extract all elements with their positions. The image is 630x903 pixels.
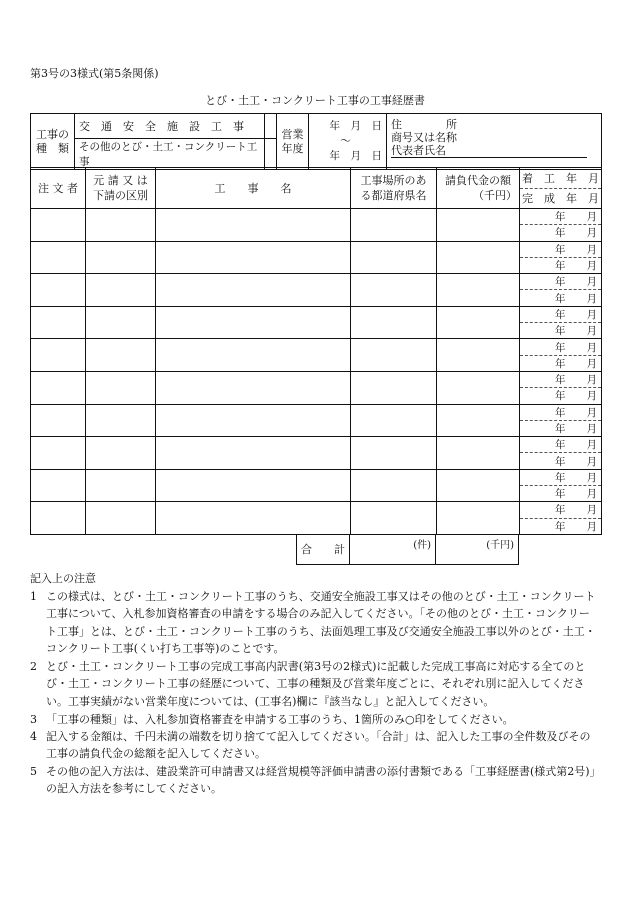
address-label: 住 所	[391, 118, 457, 131]
work-name-cell[interactable]	[156, 209, 351, 242]
note-4: 4 記入する金額は、千円未満の端数を切り捨てて記入してください。「合計」は、記入した工事の全件数及びその工事の請負代金の総額を記入してください。	[30, 730, 591, 761]
total-amount[interactable]: (千円)	[436, 534, 519, 565]
page-title: とび・土工・コンクリート工事の工事経歴書	[205, 94, 425, 107]
start-date-cell[interactable]: 年 月	[520, 437, 602, 453]
work-name-cell[interactable]	[156, 306, 351, 339]
note-2: 2 とび・土工・コンクリート工事の完成工事高内訳書(第3号の2様式)に記載した完成工事高に対応する全てのとび・土工・コンクリート工事の経歴について、工事の種類及び営業年度ごとに、それぞれ別に記入してください。工事実績がない営業年度については、(工事名)欄に『該当なし』と記入してください。	[30, 660, 586, 708]
table-row	[31, 469, 602, 485]
contract-type-cell[interactable]	[86, 437, 156, 470]
work-kind-label: 工事の 種 類	[31, 114, 75, 170]
contract-type-cell[interactable]	[86, 306, 156, 339]
work-name-cell[interactable]	[156, 339, 351, 372]
client-cell[interactable]	[31, 306, 86, 339]
note-5: 5 その他の記入方法は、建設業許可申請書又は経営規模等評価申請書の添付書類である「工事経歴書(様式第2号)」の記入方法を参考にしてください。	[30, 765, 596, 796]
contract-type-cell[interactable]	[86, 241, 156, 274]
location-cell[interactable]	[351, 404, 437, 437]
location-cell[interactable]	[351, 339, 437, 372]
col-location: 工事場所のあ る都道府県名	[351, 168, 437, 209]
start-date-cell[interactable]: 年 月	[520, 274, 602, 290]
amount-cell[interactable]	[437, 371, 520, 404]
contract-type-cell[interactable]	[86, 404, 156, 437]
header-table	[30, 113, 602, 170]
total-count[interactable]: (件)	[350, 534, 436, 565]
total-table	[296, 534, 519, 565]
client-cell[interactable]	[31, 404, 86, 437]
contract-type-cell[interactable]	[86, 502, 156, 535]
client-cell[interactable]	[31, 274, 86, 307]
col-work-name: 工 事 名	[156, 168, 351, 209]
work-name-cell[interactable]	[156, 274, 351, 307]
work-history-table	[30, 167, 602, 535]
table-row	[31, 371, 602, 387]
table-row	[31, 404, 602, 420]
form-label: 第3号の3様式(第5条関係)	[30, 67, 159, 80]
finish-date-cell[interactable]: 年 月	[520, 518, 602, 534]
table-row	[31, 437, 602, 453]
finish-date-cell[interactable]: 年 月	[520, 323, 602, 339]
work-name-cell[interactable]	[156, 469, 351, 502]
kind-option-other[interactable]: その他のとび・土工・コンクリート工事	[75, 139, 265, 170]
amount-cell[interactable]	[437, 306, 520, 339]
location-cell[interactable]	[351, 371, 437, 404]
location-cell[interactable]	[351, 274, 437, 307]
company-block	[387, 114, 602, 170]
location-cell[interactable]	[351, 241, 437, 274]
work-name-cell[interactable]	[156, 502, 351, 535]
representative-label: 代表者氏名	[391, 144, 587, 158]
kind-mark-traffic[interactable]	[265, 114, 277, 139]
contract-type-cell[interactable]	[86, 469, 156, 502]
finish-date-cell[interactable]: 年 月	[520, 225, 602, 241]
kind-mark-other[interactable]	[265, 139, 277, 170]
trade-name-label: 商号又は名称	[391, 131, 457, 144]
col-amount: 請負代金の額 （千円）	[437, 168, 520, 209]
contract-type-cell[interactable]	[86, 339, 156, 372]
note-3: 3 「工事の種類」は、入札参加資格審査を申請する工事のうち、1箇所のみ○印をしてください。	[30, 713, 514, 726]
col-start: 着 工 年 月	[520, 168, 602, 189]
client-cell[interactable]	[31, 371, 86, 404]
amount-cell[interactable]	[437, 404, 520, 437]
table-row	[31, 241, 602, 257]
client-cell[interactable]	[31, 502, 86, 535]
client-cell[interactable]	[31, 241, 86, 274]
start-date-cell[interactable]: 年 月	[520, 404, 602, 420]
amount-cell[interactable]	[437, 241, 520, 274]
amount-cell[interactable]	[437, 502, 520, 535]
col-client: 注 文 者	[31, 168, 86, 209]
amount-cell[interactable]	[437, 437, 520, 470]
location-cell[interactable]	[351, 209, 437, 242]
client-cell[interactable]	[31, 469, 86, 502]
table-row	[31, 339, 602, 355]
amount-cell[interactable]	[437, 469, 520, 502]
contract-type-cell[interactable]	[86, 209, 156, 242]
col-finish: 完 成 年 月	[520, 188, 602, 209]
client-cell[interactable]	[31, 437, 86, 470]
start-date-cell[interactable]: 年 月	[520, 502, 602, 518]
table-row	[31, 306, 602, 322]
client-cell[interactable]	[31, 209, 86, 242]
location-cell[interactable]	[351, 469, 437, 502]
col-contract-type: 元 請 又 は 下請の区別	[86, 168, 156, 209]
start-date-cell[interactable]: 年 月	[520, 371, 602, 387]
client-cell[interactable]	[31, 339, 86, 372]
contract-type-cell[interactable]	[86, 274, 156, 307]
start-date-cell[interactable]: 年 月	[520, 469, 602, 485]
finish-date-cell[interactable]: 年 月	[520, 355, 602, 371]
table-row	[31, 274, 602, 290]
finish-date-cell[interactable]: 年 月	[520, 453, 602, 469]
amount-cell[interactable]	[437, 339, 520, 372]
business-year-label: 営業 年度	[277, 114, 309, 170]
table-row	[31, 502, 602, 518]
location-cell[interactable]	[351, 502, 437, 535]
work-name-cell[interactable]	[156, 437, 351, 470]
total-label: 合 計	[297, 534, 350, 565]
work-name-cell[interactable]	[156, 404, 351, 437]
start-date-cell[interactable]: 年 月	[520, 339, 602, 355]
finish-date-cell[interactable]: 年 月	[520, 388, 602, 404]
notes-title: 記入上の注意	[30, 572, 96, 585]
finish-date-cell[interactable]: 年 月	[520, 257, 602, 273]
finish-date-cell[interactable]: 年 月	[520, 486, 602, 502]
start-date-cell[interactable]: 年 月	[520, 241, 602, 257]
table-row	[31, 209, 602, 225]
finish-date-cell[interactable]: 年 月	[520, 420, 602, 436]
contract-type-cell[interactable]	[86, 371, 156, 404]
start-date-cell[interactable]: 年 月	[520, 209, 602, 225]
amount-cell[interactable]	[437, 209, 520, 242]
amount-cell[interactable]	[437, 274, 520, 307]
finish-date-cell[interactable]: 年 月	[520, 290, 602, 306]
kind-option-traffic[interactable]: 交 通 安 全 施 設 工 事	[75, 114, 265, 139]
start-date-cell[interactable]: 年 月	[520, 306, 602, 322]
business-period[interactable]: 年 月 日 〜 年 月 日	[309, 114, 387, 170]
location-cell[interactable]	[351, 437, 437, 470]
location-cell[interactable]	[351, 306, 437, 339]
work-name-cell[interactable]	[156, 241, 351, 274]
work-name-cell[interactable]	[156, 371, 351, 404]
note-1: 1 この様式は、とび・土工・コンクリート工事のうち、交通安全施設工事又はその他のとび・土工・コンクリート工事について、入札参加資格審査の申請をする場合のみ記入してください。「その他のとび・土工・コンクリート工事」とは、とび・土工・コンクリート工事のうち、法面処理工事及び交通安全施設工事以外のとび・土工・コンクリート工事(くい打ち工事等)のことです。	[30, 590, 596, 655]
